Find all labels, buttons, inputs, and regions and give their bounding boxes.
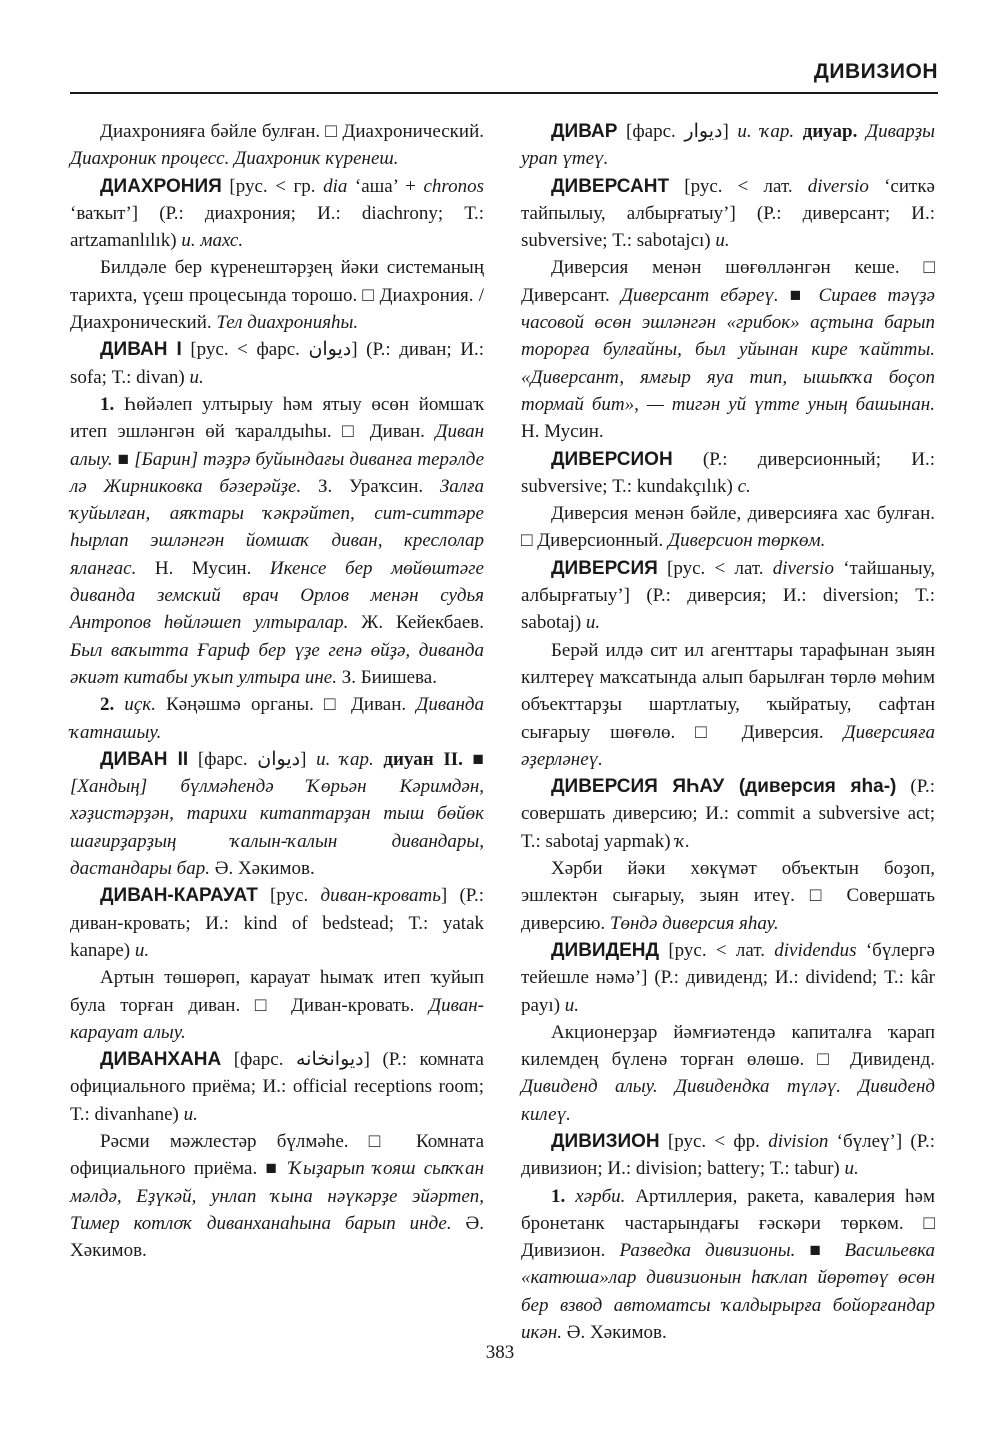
dictionary-paragraph: ДИВЕРСИЯ ЯҺАУ (диверсия яһа-) (Р.: совершать диверсию; И.: commit a subversive act; Т.: sabotaj yapmak) ҡ.	[521, 776, 935, 852]
dictionary-paragraph: 1. хәрби. Артиллерия, ракета, кавалерия һәм бронетанк частарындағы ғәскәри төркөм. □ Дивизион. Разведка дивизионы. ■ Васильевка «катюша»лар дивизионын һаҡлап йөрөтөү өсөн бер взвод автоматсы ҡалдырырға бойорғандар икән. Ә. Хәкимов.	[521, 1185, 936, 1344]
dictionary-paragraph: ДИВЕРСИЯ [рус. < лат. diversio ‘тайшаныу, албырғатыу’] (Р.: диверсия; И.: diversion; Т.: sabotaj) и.	[521, 557, 935, 634]
dictionary-paragraph: ДИВАР [фарс. ديوار] и. ҡар. диуар. Диварҙы урап үтеү.	[521, 121, 935, 170]
dictionary-paragraph: ДИАХРОНИЯ [рус. < гр. dia ‘аша’ + chronos ‘ваҡыт’] (Р.: диахрония; И.: diachrony; Т.: artzamanlılık) и. махс.	[70, 175, 484, 252]
dictionary-paragraph: 1. Һөйәлеп ултырыу һәм ятыу өсөн йомшаҡ итеп эшләнгән өй ҡаралдыһы. □ Диван. Диван алыу. ■ [Барин] тәҙрә буйындағы диванға терәлде лә Жирниковка бәзерәйҙе. З. Ураҡсин. Залға ҡуйылған, аяҡтары ҡәкрәйтеп, сит-ситтәре һырлап эшләнгән йомшаҡ диван, креслолар яланғас. Н. Мусин. Икенсе бер мөйөштәге диванда земский врач Орлов менән судья Антропов һөйләшеп ултыралар. Ж. Кейекбаев. Был ваҡытта Ғариф бер үҙе генә өйҙә, диванда әкиәт китабы уҡып ултыра ине. З. Биишева.	[70, 393, 484, 688]
dictionary-paragraph: ДИВАНХАНА [фарс. ديوانخانه] (Р.: комната официального приёма; И.: official receptions room; Т.: divanhane) и.	[70, 1049, 484, 1125]
left-column	[70, 118, 484, 1264]
page-number: 383	[485, 1342, 515, 1363]
dictionary-paragraph: Артын төшөрөп, карауат һымаҡ итеп ҡуйып була торған диван. □ Диван-кровать. Диван-карауат алыу.	[70, 967, 484, 1043]
dictionary-paragraph: Диверсия менән бәйле, диверсияға хас булған. □ Диверсионный. Диверсион төркөм.	[521, 503, 935, 552]
dictionary-paragraph: 2. иҫк. Кәңәшмә органы. □ Диван. Диванда ҡатнашыу.	[70, 694, 485, 743]
header-rule	[70, 92, 938, 94]
dictionary-paragraph: ДИВАН I [рус. < фарс. ديوان] (Р.: диван; И.: sofa; Т.: divan) и.	[70, 339, 485, 388]
dictionary-paragraph: Билдәле бер күренештәрҙең йәки системаның тарихта, үҫеш процесында торошо. □ Диахрония. / Диахронический. Тел диахронияһы.	[70, 257, 484, 334]
dictionary-paragraph: Диверсия менән шөғөлләнгән кеше. □ Диверсант. Диверсант ебәреү. ■ Сираев тәүҙә часовой өсөн эшләнгән «грибок» аҫтына барып торорға булғайны, был уйынан кире ҡайтты. «Диверсант, ямғыр яуа тип, ышыҡҡа боҫоп тормай бит», — тигән уй үтте уның башынан. Н. Мусин.	[521, 257, 935, 443]
dictionary-paragraph: ДИВИЗИОН [рус. < фр. division ‘бүлеү’] (Р.: дивизион; И.: division; battery; Т.: tabur) и.	[521, 1130, 935, 1180]
dictionary-paragraph: Диахронияға бәйле булған. □ Диахронический. Диахроник процесс. Диахроник күренеш.	[70, 121, 484, 170]
dictionary-paragraph: Акционерҙар йәмғиәтендә капиталға ҡарап килемдең бүленә торған өлөшө. □ Дивиденд. Дивиденд алыу. Дивидендка түләү. Дивиденд килеү.	[521, 1021, 935, 1125]
dictionary-paragraph: ДИВИДЕНД [рус. < лат. dividendus ‘бүлергә тейешле нәмә’] (Р.: дивиденд; И.: dividend; Т.: kâr payı) и.	[521, 939, 935, 1016]
dictionary-paragraph: Рәсми мәжлестәр бүлмәһе. □ Комната официального приёма. ■ Ҡыҙарып ҡояш сыҡҡан мәлдә, Еҙүкәй, унлап ҡына нәүкәрҙе эйәртеп, Тимер котлоҡ диванханаһына барып инде. Ә. Хәкимов.	[70, 1130, 484, 1262]
dictionary-paragraph: ДИВАН II [фарс. ديوان] и. ҡар. диуан II. ■ [Хандың] бүлмәһендә Ҡөрьән Кәримдән, хәҙистәрҙән, тарихи китаптарҙан тыш бөйөк шағирҙарҙың ҡалын-ҡалын дивандары, дастандары бар. Ә. Хәкимов.	[70, 748, 485, 880]
dictionary-paragraph: ДИВАН-КАРАУАТ [рус. диван-кровать] (Р.: диван-кровать; И.: kind of bedstead; Т.: yatak kanape) и.	[70, 885, 485, 961]
dictionary-paragraph: ДИВЕРСАНТ [рус. < лат. diversio ‘ситкә тайпылыу, албырғатыу’] (Р.: диверсант; И.: subversive; Т.: sabotajcı) и.	[521, 175, 935, 252]
running-head: ДИВИЗИОН	[813, 60, 938, 83]
right-column	[521, 118, 935, 1346]
dictionary-paragraph: Хәрби йәки хөкүмәт объектын боҙоп, эшлектән сығарыу, зыян итеү. □ Совершать диверсию. Төндә диверсия яһау.	[521, 858, 935, 934]
dictionary-paragraph: Берәй илдә сит ил агенттары тарафынан зыян килтереү маҡсатында алып барылған төрлө мөһим объекттарҙы шартлатыу, ҡыйратыу, сафтан сығарыу шөғөлө. □ Диверсия. Диверсияға әҙерләнеү.	[521, 639, 935, 770]
dictionary-paragraph: ДИВЕРСИОН (Р.: диверсионный; И.: subversive; Т.: kundakçılık) с.	[521, 448, 935, 497]
